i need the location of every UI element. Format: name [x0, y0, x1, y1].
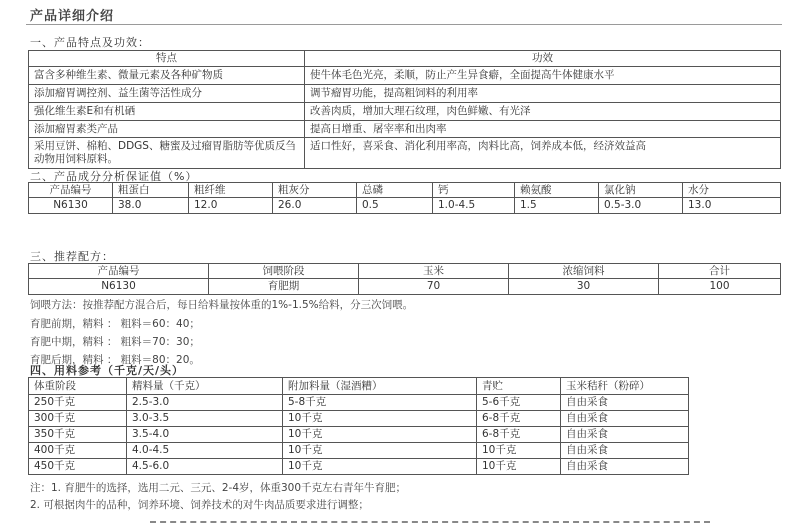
feeding-stage-early: 育肥前期，精料 ： 粗料＝60：40； — [30, 318, 200, 330]
usage-table — [28, 377, 689, 475]
feature-cell: 添加瘤胃调控剂、益生菌等活性成分 — [29, 85, 305, 103]
column-header: 功效 — [305, 51, 781, 67]
effect-cell: 调节瘤胃功能，提高粗饲料的利用率 — [305, 85, 781, 103]
table-row — [29, 138, 781, 169]
product-code-cell: N6130 — [29, 279, 209, 295]
table-row — [29, 198, 781, 214]
silage-cell: 6-8千克 — [477, 411, 561, 427]
value-cell: 38.0 — [113, 198, 189, 214]
column-header: 特点 — [29, 51, 305, 67]
feature-cell: 采用豆饼、棉粕、DDGS、糖蜜及过瘤胃脂肪等优质反刍动物用饲料原料。 — [29, 138, 305, 169]
table-row — [29, 395, 689, 411]
column-header: 总磷 — [357, 183, 433, 198]
straw-cell: 自由采食 — [561, 459, 689, 475]
feature-cell: 强化维生素E和有机硒 — [29, 103, 305, 121]
column-header: 水分 — [683, 183, 781, 198]
column-header: 浓缩饲料 — [509, 264, 659, 279]
table-row — [29, 85, 781, 103]
table-header-row — [29, 51, 781, 67]
straw-cell: 自由采食 — [561, 427, 689, 443]
effect-cell: 改善肉质，增加大理石纹理，肉色鲜嫩、有光泽 — [305, 103, 781, 121]
additive-cell: 10千克 — [283, 459, 477, 475]
value-cell: 12.0 — [189, 198, 273, 214]
value-cell: 育肥期 — [209, 279, 359, 295]
table-row — [29, 67, 781, 85]
column-header: 精料量（千克） — [127, 378, 283, 395]
column-header: 体重阶段 — [29, 378, 127, 395]
column-header: 产品编号 — [29, 183, 113, 198]
column-header: 粗纤维 — [189, 183, 273, 198]
silage-cell: 10千克 — [477, 459, 561, 475]
table-row — [29, 121, 781, 138]
value-cell: 0.5-3.0 — [599, 198, 683, 214]
title-divider — [26, 24, 782, 25]
additive-cell: 10千克 — [283, 443, 477, 459]
additive-cell: 10千克 — [283, 411, 477, 427]
bottom-divider — [150, 521, 710, 523]
column-header: 氯化钠 — [599, 183, 683, 198]
value-cell: 13.0 — [683, 198, 781, 214]
feeding-method-text: 饲喂方法：按推荐配方混合后，每日给料量按体重的1%-1.5%给料，分三次饲喂。 — [30, 299, 414, 311]
weight-cell: 350千克 — [29, 427, 127, 443]
value-cell: 1.5 — [515, 198, 599, 214]
column-header: 玉米秸秆（粉碎） — [561, 378, 689, 395]
section-usage-heading: 四、用料参考（千克/天/头） — [30, 364, 185, 377]
straw-cell: 自由采食 — [561, 443, 689, 459]
value-cell: 70 — [359, 279, 509, 295]
column-header: 饲喂阶段 — [209, 264, 359, 279]
section-formula-heading: 三、推荐配方： — [30, 250, 114, 263]
table-header-row — [29, 183, 781, 198]
formula-table — [28, 263, 781, 295]
note-line-1: 注：1. 育肥牛的选择，选用二元、三元、2-4岁，体重300千克左右青年牛育肥； — [30, 482, 407, 494]
feature-cell: 富含多种维生素、微量元素及各种矿物质 — [29, 67, 305, 85]
column-header: 钙 — [433, 183, 515, 198]
table-row — [29, 443, 689, 459]
effect-cell: 提高日增重、屠宰率和出肉率 — [305, 121, 781, 138]
features-table — [28, 50, 781, 169]
concentrate-cell: 2.5-3.0 — [127, 395, 283, 411]
page-title: 产品详细介绍 — [30, 9, 115, 24]
note-line-2: 2. 可根据肉牛的品种，饲养环境、饲养技术的对牛肉品质要求进行调整； — [30, 499, 369, 511]
effect-cell: 使牛体毛色光亮，柔顺，防止产生异食癖，全面提高牛体健康水平 — [305, 67, 781, 85]
analysis-table — [28, 182, 781, 214]
effect-cell: 适口性好，喜采食、消化利用率高，肉料比高，饲养成本低，经济效益高 — [305, 138, 781, 169]
additive-cell: 5-8千克 — [283, 395, 477, 411]
table-row — [29, 103, 781, 121]
silage-cell: 6-8千克 — [477, 427, 561, 443]
value-cell: 26.0 — [273, 198, 357, 214]
feeding-stage-late: 育肥后期，精料 ： 粗料＝80：20。 — [30, 354, 200, 366]
concentrate-cell: 3.5-4.0 — [127, 427, 283, 443]
silage-cell: 5-6千克 — [477, 395, 561, 411]
value-cell: 100 — [659, 279, 781, 295]
straw-cell: 自由采食 — [561, 411, 689, 427]
column-header: 粗灰分 — [273, 183, 357, 198]
weight-cell: 300千克 — [29, 411, 127, 427]
section-analysis-heading: 二、产品成分分析保证值（%） — [30, 170, 198, 183]
product-code-cell: N6130 — [29, 198, 113, 214]
value-cell: 30 — [509, 279, 659, 295]
table-row — [29, 279, 781, 295]
column-header: 产品编号 — [29, 264, 209, 279]
feature-cell: 添加瘤胃素类产品 — [29, 121, 305, 138]
table-row — [29, 459, 689, 475]
column-header: 赖氨酸 — [515, 183, 599, 198]
column-header: 附加料量（湿酒糟） — [283, 378, 477, 395]
weight-cell: 250千克 — [29, 395, 127, 411]
additive-cell: 10千克 — [283, 427, 477, 443]
feeding-stage-middle: 育肥中期，精料 ： 粗料＝70：30； — [30, 336, 200, 348]
table-row — [29, 427, 689, 443]
column-header: 玉米 — [359, 264, 509, 279]
concentrate-cell: 4.5-6.0 — [127, 459, 283, 475]
straw-cell: 自由采食 — [561, 395, 689, 411]
weight-cell: 400千克 — [29, 443, 127, 459]
column-header: 粗蛋白 — [113, 183, 189, 198]
concentrate-cell: 3.0-3.5 — [127, 411, 283, 427]
concentrate-cell: 4.0-4.5 — [127, 443, 283, 459]
weight-cell: 450千克 — [29, 459, 127, 475]
table-row — [29, 411, 689, 427]
table-header-row — [29, 378, 689, 395]
silage-cell: 10千克 — [477, 443, 561, 459]
column-header: 合计 — [659, 264, 781, 279]
table-header-row — [29, 264, 781, 279]
column-header: 青贮 — [477, 378, 561, 395]
value-cell: 0.5 — [357, 198, 433, 214]
section-features-heading: 一、产品特点及功效： — [30, 36, 150, 49]
value-cell: 1.0-4.5 — [433, 198, 515, 214]
